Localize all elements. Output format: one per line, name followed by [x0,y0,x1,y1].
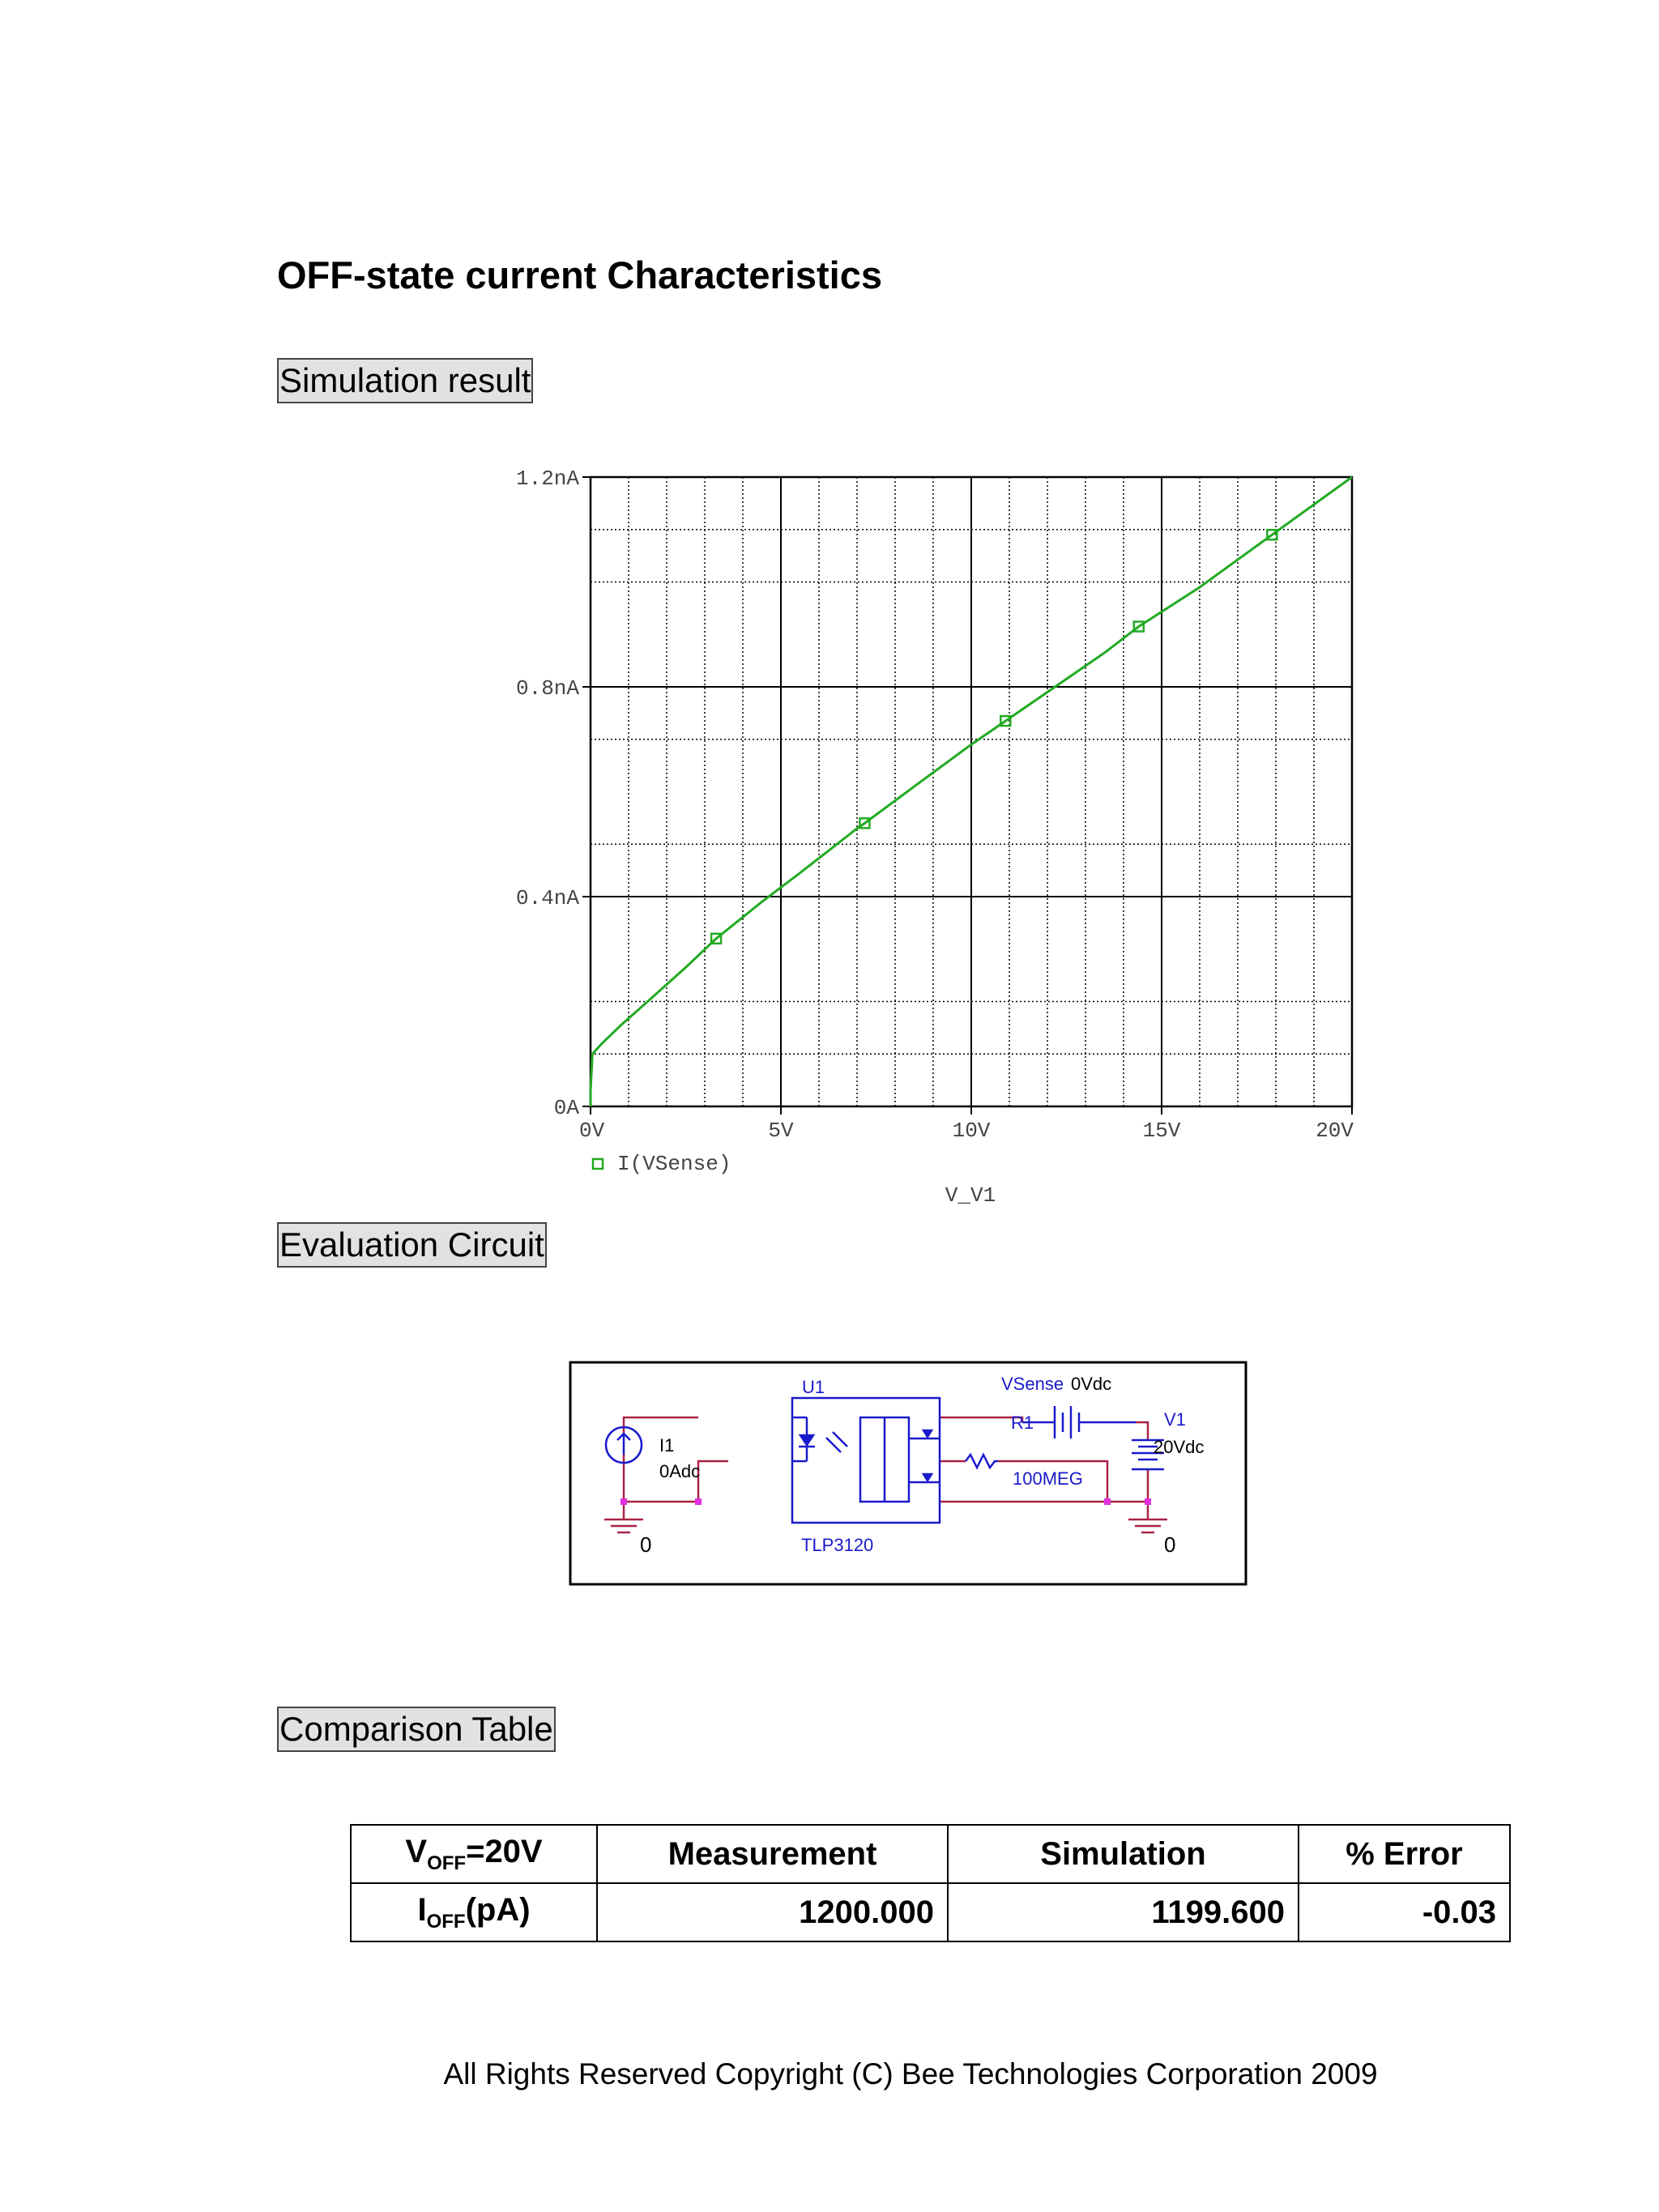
u1-part-label: TLP3120 [801,1535,874,1555]
r1-value: 100MEG [1013,1468,1083,1489]
section-label-comparison: Comparison Table [277,1707,556,1752]
section-label-simulation: Simulation result [277,358,533,403]
cell-measurement: 1200.000 [597,1883,948,1941]
x-tick-label: 20V [1316,1119,1354,1143]
copyright-footer: All Rights Reserved Copyright (C) Bee Technologies Corporation 2009 [443,2057,1378,2091]
y-tick-label: 0.8nA [515,676,579,701]
evaluation-circuit [569,1361,1249,1588]
y-tick-label: 1.2nA [515,467,579,491]
i1-value: 0Adc [659,1461,701,1481]
x-tick-label: 10V [952,1119,991,1143]
vsense-value: 0Vdc [1071,1374,1112,1394]
y-tick-label: 0.4nA [515,886,579,910]
header-condition: $V_{OFF}=20V$ [351,1825,597,1883]
x-tick-label: 0V [579,1119,605,1143]
header-measurement: Measurement [597,1825,948,1883]
chart-grid [591,477,1352,1106]
x-tick-label: 5V [768,1119,794,1143]
cell-error: -0.03 [1299,1883,1510,1941]
vsense-label: VSense [1001,1374,1064,1394]
ground-right-label: 0 [1164,1532,1176,1557]
chart [470,454,1377,1215]
comparison-table [350,1824,1511,1942]
legend-marker [593,1159,603,1169]
table-header-row [351,1825,1510,1883]
section-label-circuit: Evaluation Circuit [277,1222,547,1268]
header-error: % Error [1299,1825,1510,1883]
u1-label: U1 [802,1377,825,1397]
header-simulation: Simulation [948,1825,1299,1883]
r1-label: R1 [1011,1413,1034,1433]
x-axis-label: V_V1 [945,1183,996,1208]
x-tick-label: 15V [1142,1119,1181,1143]
row-parameter: $I_{OFF}(pA)$ [351,1883,597,1941]
page-title: OFF-state current Characteristics [277,254,883,296]
y-tick-label: 0A [553,1096,579,1120]
cell-simulation: 1199.600 [948,1883,1299,1941]
v1-value: 20Vdc [1154,1437,1205,1457]
i1-label: I1 [659,1435,675,1455]
v1-label: V1 [1164,1409,1186,1430]
legend-label: I(VSense) [617,1152,731,1176]
table-row [351,1883,1510,1941]
ground-left-label: 0 [640,1532,652,1557]
